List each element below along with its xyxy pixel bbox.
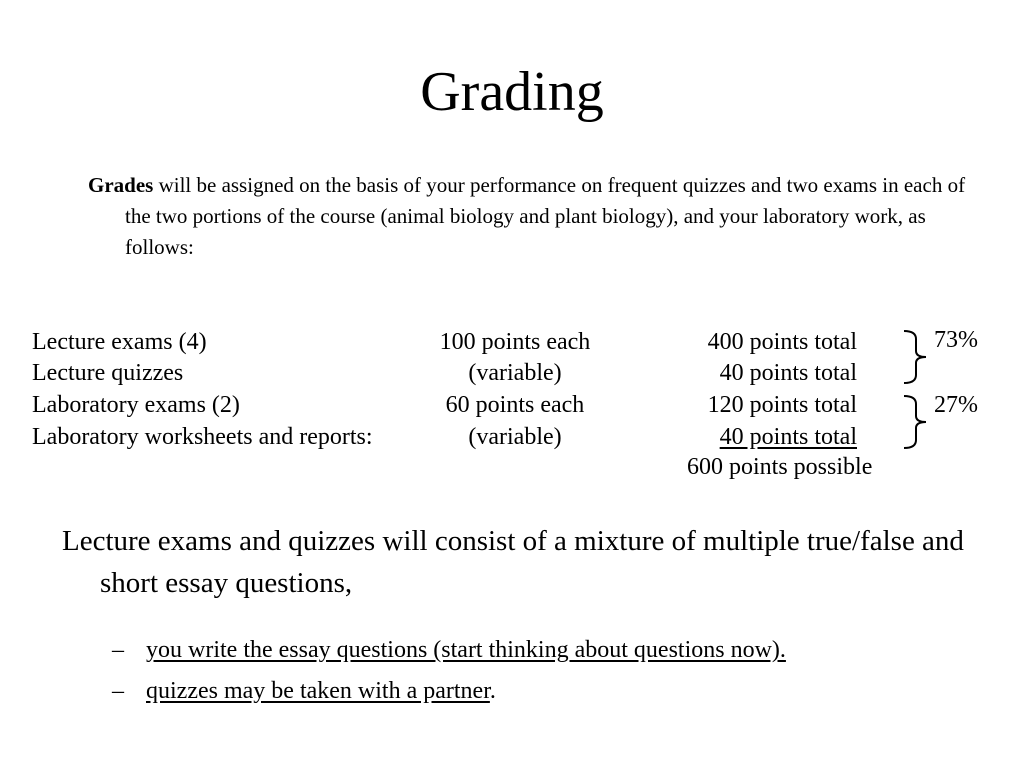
intro-bold-lead: Grades <box>88 173 154 197</box>
row-total: 40 points total <box>719 360 857 386</box>
row-total: 120 points total <box>707 392 857 418</box>
row-total: 400 points total <box>707 329 857 355</box>
intro-text: will be assigned on the basis of your performance on frequent quizzes and two exams in each of the two portions of the course (animal biology and plant biology), and your laboratory work, as follows: <box>125 173 966 259</box>
group-percent: 73% <box>934 327 978 353</box>
slide-title: Grading <box>420 61 604 123</box>
row-points: 60 points each <box>445 392 585 418</box>
bullet-list <box>112 630 786 712</box>
dash-bullet-icon: – <box>112 678 124 704</box>
bullet-suffix: . <box>489 678 496 704</box>
right-brace-icon <box>900 394 930 454</box>
row-item-label: Lecture exams (4) <box>32 329 207 355</box>
row-points: (variable) <box>468 424 562 450</box>
list-item <box>112 671 786 712</box>
bullet-text: you write the essay questions (start thinking about questions now). <box>146 637 786 663</box>
dash-bullet-icon: – <box>112 637 124 663</box>
row-item-label: Laboratory exams (2) <box>32 392 240 418</box>
intro-paragraph <box>88 170 985 263</box>
row-total: 40 points total <box>719 424 857 450</box>
row-item-label: Lecture quizzes <box>32 360 184 386</box>
list-item <box>112 630 786 671</box>
exam-format-text: Lecture exams and quizzes will consist of a mixture of multiple true/false and short essay questions, <box>62 525 964 599</box>
row-item-label: Laboratory worksheets and reports: <box>32 424 373 450</box>
grade-breakdown-table <box>32 325 1012 485</box>
row-points: (variable) <box>468 360 562 386</box>
row-points: 100 points each <box>439 329 591 355</box>
group-percent: 27% <box>934 392 978 418</box>
right-brace-icon <box>900 329 930 389</box>
bullet-text: quizzes may be taken with a partner <box>146 678 490 704</box>
grand-total: 600 points possible <box>687 454 873 480</box>
